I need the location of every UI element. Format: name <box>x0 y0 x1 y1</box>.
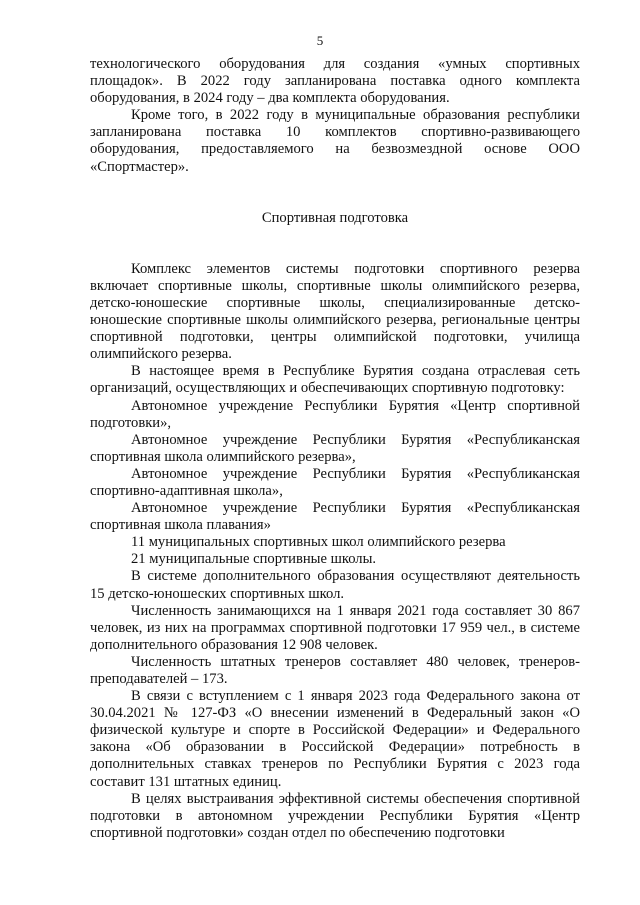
paragraph-equipment-continued: технологического оборудования для создания «умных спортивных площадок». В 2022 году запланирована поставка одного комплекта оборудования, в 2024 году – два комплекта оборудования. <box>90 56 580 107</box>
section-heading: Спортивная подготовка <box>261 209 409 226</box>
list-item-adaptive-school: Автономное учреждение Республики Бурятия «Республиканская спортивно-адаптивная школа», <box>90 465 580 499</box>
document-body <box>90 56 580 842</box>
list-item-municipal-sport-schools: 21 муниципальные спортивные школы. <box>131 551 377 568</box>
page-number: 5 <box>316 33 324 48</box>
paragraph-reserve-system: Комплекс элементов системы подготовки спортивного резерва включает спортивные школы, спортивные школы олимпийского резерва, детско-юношеские спортивные школы, специализированные детско-юношеские спортивные школы олимпийского резерва, региональные центры спортивной подготовки, центры олимпийской подготовки, училища олимпийского резерва. <box>90 260 580 363</box>
list-item-olympic-reserve-school: Автономное учреждение Республики Бурятия «Республиканская спортивная школа олимпийского резерва», <box>90 431 580 465</box>
paragraph-sportmaster-supply: Кроме того, в 2022 году в муниципальные образования республики запланирована поставка 10 комплектов спортивно-развивающего оборудования, предоставляемого на безвозмездной основе ООО «Спортмастер». <box>90 107 580 175</box>
paragraph-department: В целях выстраивания эффективной системы обеспечения спортивной подготовки в автономном учреждении Республики Бурятия «Центр спортивной подготовки» создан отдел по обеспечению подготовки <box>90 790 580 841</box>
paragraph-youth-schools: В системе дополнительного образования осуществляют деятельность 15 детско-юношеских спортивных школ. <box>90 568 580 602</box>
paragraph-federal-law: В связи с вступлением с 1 января 2023 года Федерального закона от 30.04.2021 № 127-ФЗ «О внесении изменений в Федеральный закон «О физической культуре и спорте в Российской Федерации» и Федерального закона «Об образовании в Российской Федерации» потребность в дополнительных ставках тренеров по Республики Бурятия с 2023 года составит 131 штатных единиц. <box>90 688 580 790</box>
list-item-training-center: Автономное учреждение Республики Бурятия «Центр спортивной подготовки», <box>90 397 580 431</box>
list-item-municipal-olympic-schools: 11 муниципальных спортивных школ олимпийского резерва <box>131 534 506 551</box>
paragraph-coaches: Численность штатных тренеров составляет 480 человек, тренеров-преподавателей – 173. <box>90 653 580 687</box>
list-item-swimming-school: Автономное учреждение Республики Бурятия «Республиканская спортивная школа плавания» <box>90 500 580 534</box>
paragraph-participants: Численность занимающихся на 1 января 2021 года составляет 30 867 человек, из них на программах спортивной подготовки 17 959 чел., в системе дополнительного образования 12 908 человек. <box>90 602 580 653</box>
paragraph-network-intro: В настоящее время в Республике Бурятия создана отраслевая сеть организаций, осуществляющих и обеспечивающих спортивную подготовку: <box>90 363 580 397</box>
